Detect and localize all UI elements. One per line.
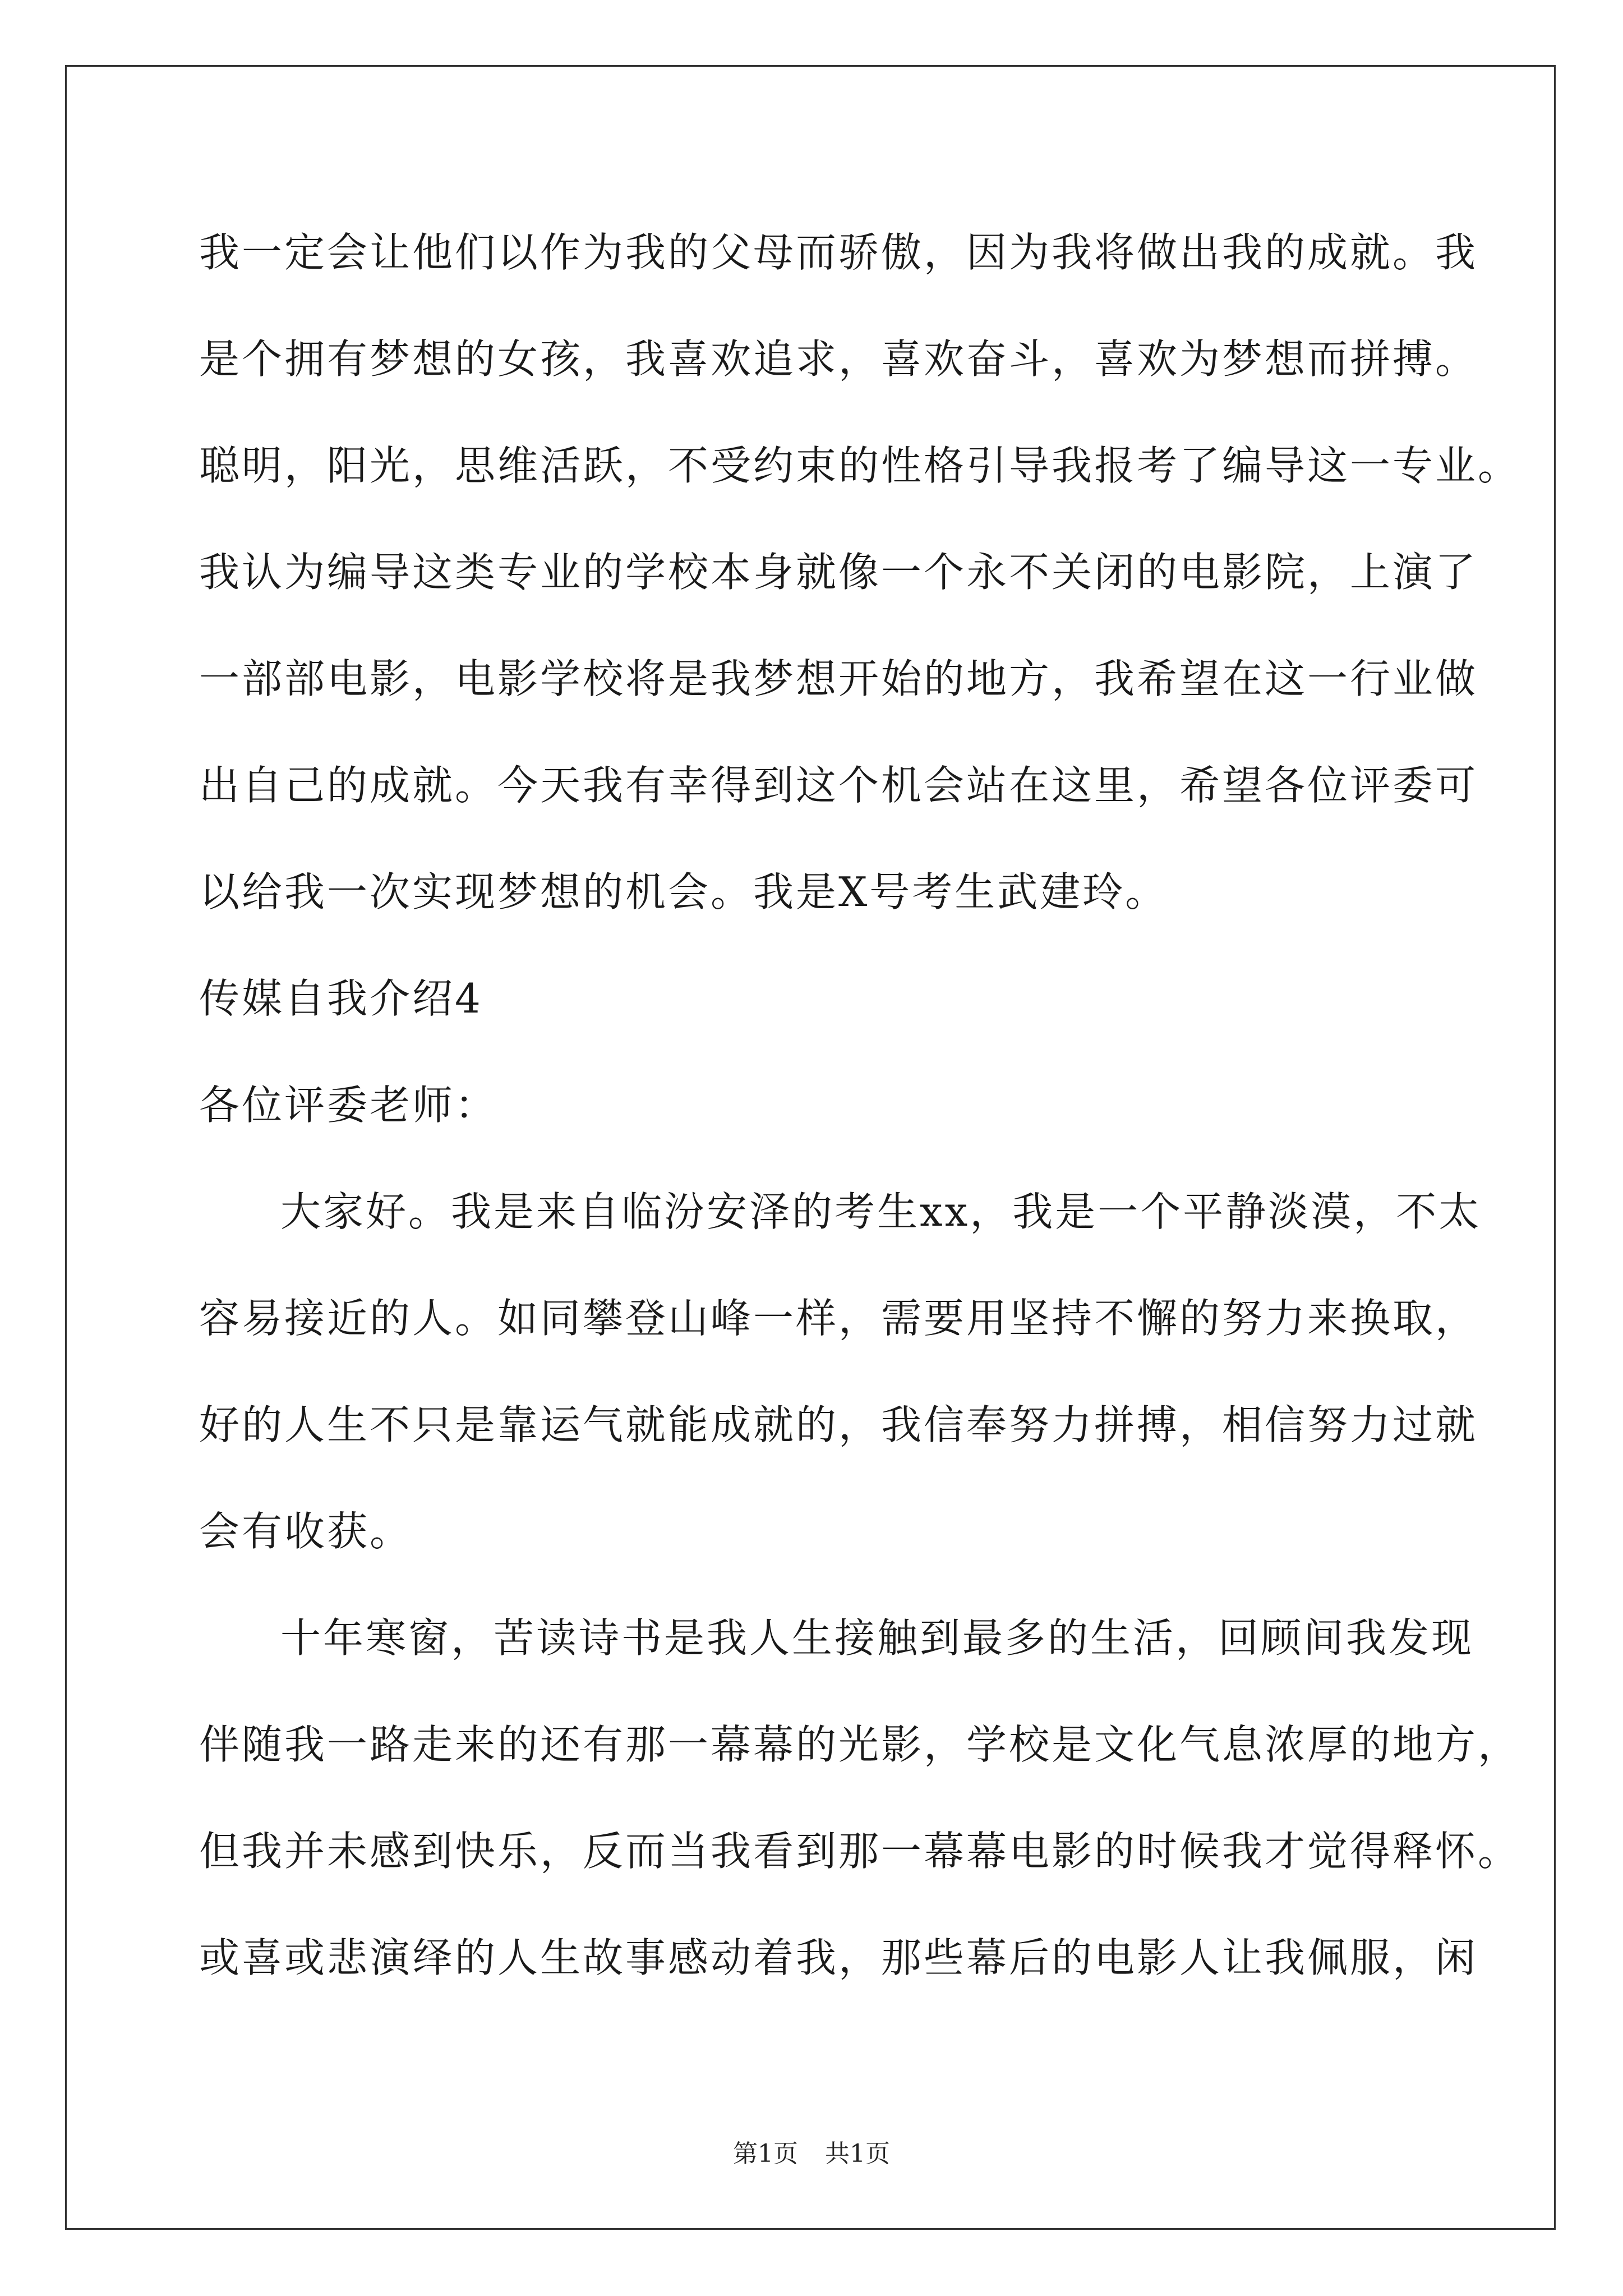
paragraph-line: 好的人生不只是靠运气就能成就的，我信奉努力拼搏，相信努力过就 [199,1401,1478,1448]
paragraph-line: 聪明，阳光，思维活跃，不受约束的性格引导我报考了编导这一专业。 [199,442,1521,489]
page-number: 第1页 [733,2139,798,2168]
salutation: 各位评委老师： [199,1082,498,1129]
page-total: 共1页 [825,2139,890,2168]
paragraph-line: 以给我一次实现梦想的机会。我是X号考生武建玲。 [199,868,1168,915]
paragraph-line: 一部部电影，电影学校将是我梦想开始的地方，我希望在这一行业做 [199,655,1478,702]
paragraph-line: 或喜或悲演绎的人生故事感动着我，那些幕后的电影人让我佩服，闲 [199,1934,1478,1981]
paragraph-line: 但我并未感到快乐，反而当我看到那一幕幕电影的时候我才觉得释怀。 [199,1828,1521,1875]
paragraph-line: 容易接近的人。如同攀登山峰一样，需要用坚持不懈的努力来换取， [199,1295,1478,1342]
page-border [65,65,1556,2230]
paragraph-line: 我认为编导这类专业的学校本身就像一个永不关闭的电影院，上演了 [199,549,1478,596]
paragraph-line: 出自己的成就。今天我有幸得到这个机会站在这里，希望各位评委可 [199,762,1478,809]
paragraph-line: 会有收获。 [199,1508,413,1555]
section-heading: 传媒自我介绍4 [199,975,483,1022]
paragraph-line: 大家好。我是来自临汾安泽的考生xx，我是一个平静淡漠，不太 [280,1188,1482,1235]
page-footer [0,2137,1623,2171]
paragraph-line: 我一定会让他们以作为我的父母而骄傲，因为我将做出我的成就。我 [199,229,1478,276]
paragraph-line: 是个拥有梦想的女孩，我喜欢追求，喜欢奋斗，喜欢为梦想而拼搏。 [199,335,1478,383]
paragraph-line: 十年寒窗，苦读诗书是我人生接触到最多的生活，回顾间我发现 [280,1614,1474,1662]
paragraph-line: 伴随我一路走来的还有那一幕幕的光影，学校是文化气息浓厚的地方， [199,1721,1521,1768]
